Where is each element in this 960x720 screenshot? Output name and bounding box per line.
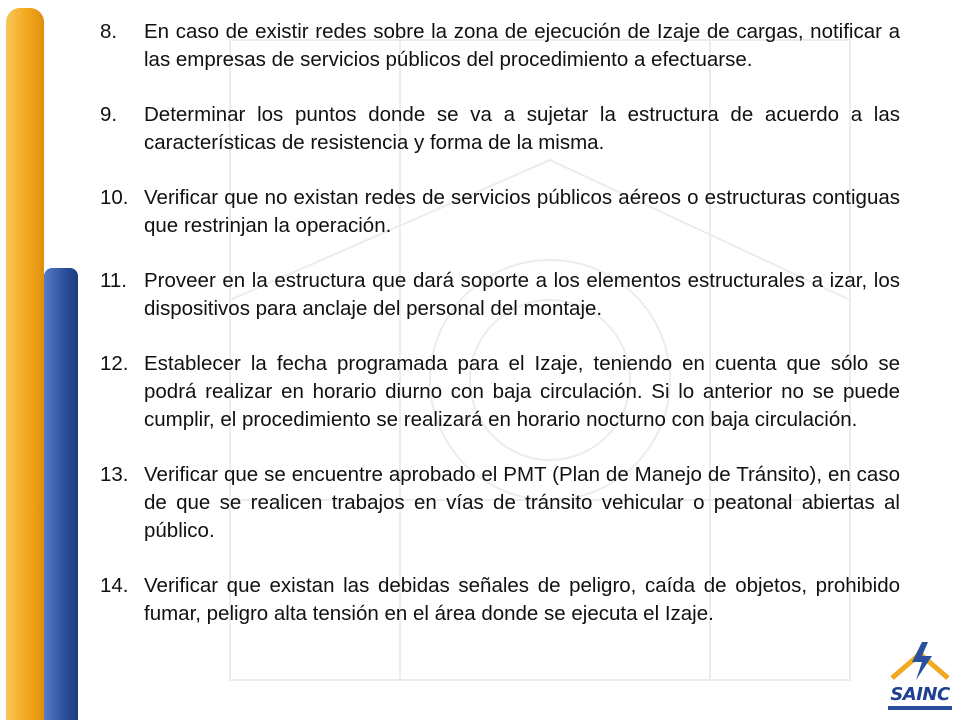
list-item <box>100 18 900 74</box>
item-text: Determinar los puntos donde se va a sujetar la estructura de acuerdo a las características de resistencia y forma de la misma. <box>144 103 900 154</box>
logo-text: SAINC <box>890 684 950 705</box>
list-item <box>100 350 900 434</box>
item-text: En caso de existir redes sobre la zona de ejecución de Izaje de cargas, notificar a las empresas de servicios públicos del procedimiento a efectuarse. <box>144 20 900 71</box>
item-text: Verificar que no existan redes de servicios públicos aéreos o estructuras contiguas que restrinjan la operación. <box>144 186 900 237</box>
item-text: Establecer la fecha programada para el Izaje, teniendo en cuenta que sólo se podrá realizar en horario diurno con baja circulación. Si lo anterior no se puede cumplir, el procedimiento se realizará en horario nocturno con baja circulación. <box>144 352 900 431</box>
list-item <box>100 267 900 323</box>
blue-side-bar <box>44 268 78 720</box>
item-number: 11. <box>100 269 127 292</box>
item-number: 12. <box>100 352 129 375</box>
sainc-logo <box>886 638 954 716</box>
item-text: Proveer en la estructura que dará soporte a los elementos estructurales a izar, los dispositivos para anclaje del personal del montaje. <box>144 269 900 320</box>
item-text: Verificar que se encuentre aprobado el PMT (Plan de Manejo de Tránsito), en caso de que se realicen trabajos en vías de tránsito vehicular o peatonal abiertas al público. <box>144 463 900 542</box>
item-number: 13. <box>100 463 129 486</box>
orange-side-bar <box>6 8 44 720</box>
logo-house-icon <box>886 638 954 688</box>
list-item <box>100 572 900 628</box>
item-number: 9. <box>100 103 118 126</box>
item-number: 8. <box>100 20 118 43</box>
list-item <box>100 184 900 240</box>
item-text: Verificar que existan las debidas señales de peligro, caída de objetos, prohibido fumar, peligro alta tensión en el área donde se ejecuta el Izaje. <box>144 574 900 625</box>
logo-underline <box>888 706 952 710</box>
numbered-list <box>100 18 900 655</box>
item-number: 14. <box>100 574 129 597</box>
item-number: 10. <box>100 186 129 209</box>
list-item <box>100 101 900 157</box>
list-item <box>100 461 900 545</box>
